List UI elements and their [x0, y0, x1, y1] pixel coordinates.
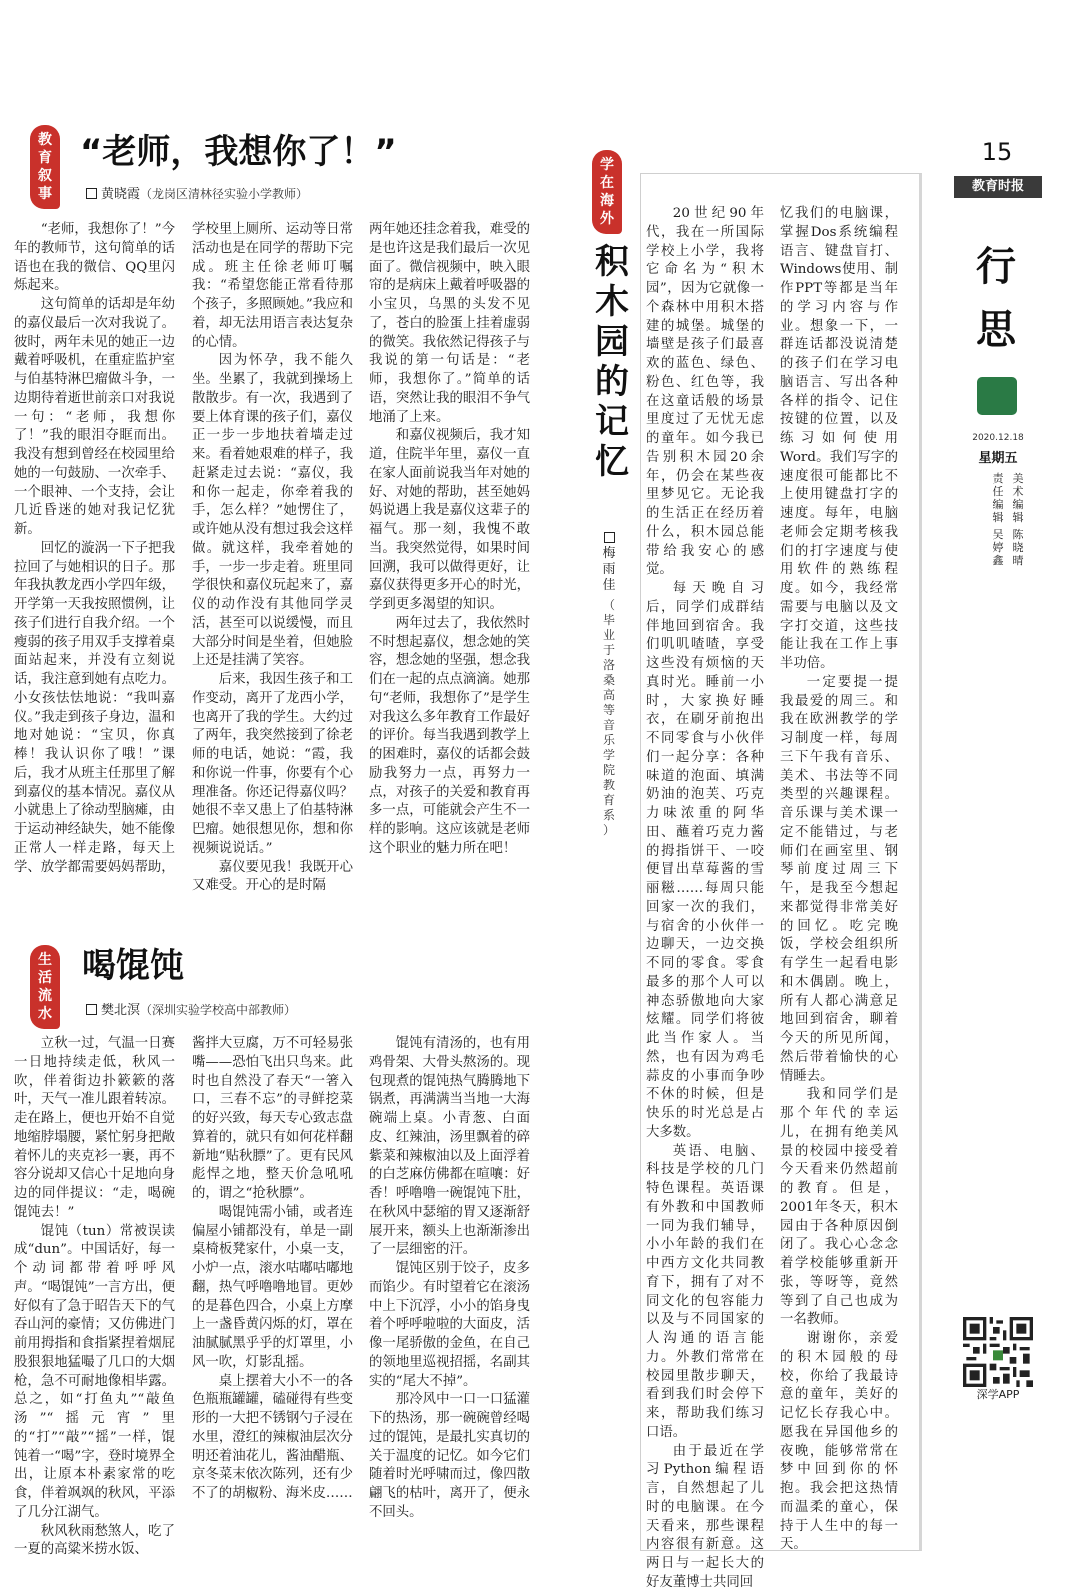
- article-column: [14, 1035, 175, 1575]
- author-name: 黄晓霞: [101, 187, 141, 202]
- byline-box-icon: [604, 532, 615, 543]
- author-name: 梅 雨 佳: [602, 546, 616, 593]
- issue-date: 2020.12.18: [972, 433, 1024, 443]
- byline: [86, 183, 308, 202]
- paragraph: 后来，我因生孩子和工作变动，离开了龙西小学，也离开了我的学生。大约过了两年，我突然接到了徐老师的电话，她说：“霞，我和你说一件事，你要有个心理准备。你还记得嘉仪吗？她很不幸又患上了伯基特淋巴瘤。她很想见你，想和你视频说说话。”: [192, 672, 353, 856]
- issue-weekday: 星期五: [978, 451, 1018, 466]
- paragraph: 因为怀孕，我不能久坐。坐累了，我就到操场上散散步。有一次，我遇到了要上体育课的孩子们，嘉仪正一步一步地扶着墙走过来。看着她艰难的样子，我赶紧走过去说：“嘉仪，我和你一起走，你牵着我的手，怎么样？”她愣住了，或许她从没有想过我会这样做。就这样，我牵着她的手，一步一步走着。班里同学很快和嘉仪玩起来了，嘉仪的动作没有其他同学灵活，甚至可以说缓慢，而且大部分时间是坐着，但她脸上还是挂满了笑容。: [192, 353, 353, 669]
- paragraph: 酱拌大豆腐，万不可轻易张嘴——恐怕飞出只鸟来。此时也自然没了春天“一箸入口，三春不忘”的寻鲜挖菜的好兴致，每天专心致志盘算着的，就只有如何花样翻新地“贴秋膘”了。更有民风彪悍之地，整天价急吼吼的，谓之“抢秋膘”。: [192, 1036, 353, 1201]
- article-column: [369, 221, 530, 891]
- article-column: [646, 205, 764, 1590]
- section-name-char: 思: [976, 306, 1016, 353]
- byline-box-icon: [86, 1004, 97, 1015]
- paragraph: 那冷风中一口一口猛灌下的热汤，那一碗碗曾经喝过的馄饨，是最扎实真切的关于温度的记忆。如今它们随着时光呼啸而过，像四散翩飞的枯叶，离开了，便永不回头。: [369, 1392, 530, 1520]
- section-color-block: [977, 377, 1017, 415]
- byline-vertical: [600, 532, 618, 838]
- article-column: [780, 205, 898, 1553]
- article-column: [369, 1035, 530, 1575]
- paragraph: 回忆的漩涡一下子把我拉回了与她相识的日子。那年我执教龙西小学四年级，开学第一天我按照惯例，让孩子们进行自我介绍。一个瘦弱的孩子用双手支撑着桌面站起来，并没有立刻说话，我注意到她有点吃力。小女孩怯怯地说：“我叫嘉仪。”我走到孩子身边，温和地对她说：“宝贝，你真棒！我认识你了哦！”课后，我才从班主任那里了解到嘉仪的基本情况。嘉仪从小就患上了徐动型脑瘫，由于运动神经缺失，她不能像正常人一样走路，每天上学、放学都需要妈妈帮助，: [14, 540, 175, 875]
- section-tag-education-narrative: 教 育 叙 事: [30, 125, 60, 209]
- paragraph: 学校里上厕所、运动等日常活动也是在同学的帮助下完成。班主任徐老师叮嘱我：“希望您能正常看待那个孩子，多照顾她。”我应和着，却无法用语言表达复杂的心情。: [192, 222, 353, 350]
- qr-code-icon[interactable]: [963, 1317, 1033, 1387]
- author-name: 樊北溟: [101, 1003, 141, 1018]
- byline: [86, 999, 296, 1018]
- article-column: [14, 221, 175, 891]
- paragraph: 一定要提一提我最爱的周三。和我在欧洲教学的学习制度一样，每周三下午我有音乐、美术、书法等不同类型的兴趣课程。音乐课与美术课一定不能错过，与老师们在画室里、钢琴前度过周三下午，是我至今想起来都觉得非常美好的回忆。吃完晚饭，学校会组织所有学生一起看电影和木偶剧。晚上，所有人都心满意足地回到宿舍，聊着今天的所见所闻，然后带着愉快的心情睡去。: [780, 674, 898, 1084]
- article-column: [192, 1035, 353, 1575]
- art-editor-name: 陈晓晴: [1012, 528, 1024, 567]
- article-title: 喝馄饨: [82, 946, 184, 986]
- paragraph: 立秋一过，气温一日赛一日地持续走低，秋风一吹，伴着街边扑簌簌的落叶，天气一准儿跟着转凉。走在路上，便也开始不自觉地缩脖塌腰，紧忙躬身把敞着怀儿的夹克衫一裹，再不容分说却又信心十足地向身边的同伴提议：“走，喝碗馄饨去！”: [14, 1036, 175, 1220]
- article-column: [192, 221, 353, 894]
- paragraph: 20世纪90年代，我在一所国际学校上小学，我将它命名为“积木园”，因为它就像一个森林中用积木搭建的城堡。城堡的墙壁是孩子们最喜欢的蓝色、绿色、粉色、红色等，我在这童话般的场景里度过了无忧无虑的童年。如今我已告别积木园20余年，仍会在某些夜里梦见它。无论我的生活正在经历着什么，积木园总能带给我安心的感觉。: [646, 206, 764, 578]
- art-editor-credit: [1011, 472, 1025, 567]
- author-affiliation: （ 毕 业 于 洛 桑 高 等 音 乐 学 院 教 育 系 ）: [602, 598, 615, 837]
- byline-box-icon: [86, 188, 97, 199]
- paragraph: 秋风秋雨愁煞人，吃了一夏的高粱米捞水饭、: [14, 1523, 175, 1558]
- paragraph: 两年过去了，我依然时不时想起嘉仪，想念她的笑容，想念她的坚强，想念我们在一起的点点滴滴。她那句“老师，我想你了”是学生对我这么多年教育工作最好的评价。每当我遇到教学上的困难时，嘉仪的话都会鼓励我努力一点，再努力一点，对孩子的关爱和教育再多一点，可能就会产生不一样的影响。这应该就是老师这个职业的魅力所在吧！: [369, 615, 530, 856]
- page-number: 15: [981, 138, 1013, 166]
- paragraph: 馄饨区别于饺子，皮多而馅少。有时望着它在滚汤中上下沉浮，小小的馅身曳着个呼呼啦啦的大面皮，活像一尾骄傲的金鱼，在自己的领地里巡视招摇，名副其实的“尾大不掉”。: [369, 1261, 530, 1389]
- paragraph: 我和同学们是那个年代的幸运儿，在拥有绝美风景的校园中接受着今天看来仍然超前的教育。但是，2001年冬天，积木园由于各种原因倒闭了。我心心念念着学校能够重新开张，等呀等，竟然等到了自己也成为一名教师。: [780, 1087, 898, 1328]
- paragraph: 两年她还挂念着我，难受的是也许这是我们最后一次见面了。微信视频中，映入眼帘的是病床上戴着呼吸器的小宝贝，乌黑的头发不见了，苍白的脸蛋上挂着虚弱的微笑。我依然记得孩子与我说的第一句话是：“老师，我想你了。”简单的话语，突然让我的眼泪不争气地涌了上来。: [369, 222, 530, 425]
- paragraph: 馄饨有清汤的，也有用鸡骨架、大骨头熬汤的。现包现煮的馄饨热气腾腾地下锅煮，再满满当当地一大海碗端上桌。小青葱、白面皮、红辣油，汤里飘着的碎紫菜和辣椒油以及上面浮着的白芝麻仿佛都在喧嚷：好香！呼噜噜一碗馄饨下肚，在秋风中瑟缩的胃又逐渐舒展开来，额头上也渐渐渗出了一层细密的汗。: [369, 1036, 530, 1258]
- paragraph: 忆我们的电脑课，掌握Dos系统编程语言、键盘盲打、Windows使用、制作PPT等都是当年的学习内容与作业。想象一下，一群连话都没说清楚的孩子们在学习电脑语言、写出各种各样的指令、记住按键的位置，以及练习如何使用Word。我们写字的速度很可能都比不上使用键盘打字的速度。每年，电脑老师会定期考核我们的打字速度与使用软件的熟练程度。如今，我经常需要与电脑以及文字打交道，这些技能让我在工作上事半功倍。: [780, 206, 898, 671]
- author-affiliation: （龙岗区清林径实验小学教师）: [140, 187, 309, 201]
- paragraph: 喝馄饨需小铺，或者连偏屋小铺都没有，单是一副桌椅板凳家什，小桌一支，小炉一点，滚水咕嘟咕嘟地翻，热气呼噜噜地冒。更妙的是暮色四合，小桌上方摩上一盏昏黄闪烁的灯，罩在油腻腻黑乎乎的灯罩里，小风一吹，灯影乱摇。: [192, 1204, 353, 1370]
- newspaper-masthead: 教育时报: [954, 176, 1042, 198]
- section-tag-life-flow: 生 活 流 水: [30, 945, 60, 1029]
- paragraph: 和嘉仪视频后，我才知道，住院半年里，嘉仪一直在家人面前说我当年对她的好、对她的帮助，甚至她妈妈说遇上我是嘉仪这辈子的福气。那一刻，我愧不敢当。我突然觉得，如果时间回溯，我可以做得更好，让嘉仪获得更多开心的时光，学到更多渴望的知识。: [369, 428, 530, 612]
- paragraph: 由于最近在学习Python编程语言，自然想起了儿时的电脑课。在今天看来，那些课程内容很有新意。这两日与一起长大的好友董博士共同回: [646, 1443, 764, 1590]
- paragraph: 桌上摆着大小不一的各色瓶瓶罐罐，磕碰得有些变形的一大把不锈钢勺子浸在水里，澄红的辣椒油层次分明还着油花儿，酱油醋瓶、京冬菜末依次陈列，还有少不了的胡椒粉、海米皮……: [192, 1373, 353, 1501]
- art-editor-label: 美术编辑: [1012, 472, 1024, 524]
- paragraph: 每天晚自习后，同学们成群结伴地回到宿舍。我们叽叽喳喳，享受这些没有烦恼的天真时光。睡前一小时，大家换好睡衣，在刷牙前抱出不同零食与小伙伴们一起分享：各种味道的泡面、填满奶油的泡芙、巧克力味浓重的阿华田、蘸着巧克力酱的拇指饼干、一咬便冒出草莓酱的雪丽糍……每周只能回家一次的我们，与宿舍的小伙伴一边聊天，一边交换不同的零食。零食最多的那个人可以神态骄傲地向大家炫耀。同学们将彼此当作家人。当然，也有因为鸡毛蒜皮的小事而争吵不休的时候，但是快乐的时光总是占大多数。: [646, 581, 764, 1140]
- article-title-vertical: 积 木 园 的 记 忆: [595, 242, 629, 482]
- author-affiliation: （深圳实验学校高中部教师）: [140, 1003, 297, 1017]
- paragraph: 谢谢你，亲爱的积木园般的母校，你给了我最诗意的童年，美好的记忆长存我心中。愿我在异国他乡的夜晚，能够常常在梦中回到你的怀抱。我会把这热情而温柔的童心，保持于人生中的每一天。: [780, 1331, 898, 1553]
- section-tag-study-abroad: 学 在 海 外: [592, 150, 622, 234]
- editor-credit: [991, 472, 1005, 567]
- article-title: “老师，我想你了！”: [80, 132, 397, 172]
- paragraph: 英语、电脑、科技是学校的几门特色课程。英语课有外教和中国教师一同为我们辅导，小小年龄的我们在中西方文化共同教育下，拥有了对不同文化的包容能力以及与不同国家的人沟通的语言能力。外教们常常在校园里散步聊天，看到我们时会停下来，帮助我们练习口语。: [646, 1143, 764, 1440]
- editor-name: 吴婷鑫: [992, 528, 1004, 567]
- paragraph: 嘉仪要见我！我既开心又难受。开心的是时隔: [192, 859, 353, 894]
- section-name-char: 行: [976, 243, 1016, 290]
- qr-code-label: 深学APP: [976, 1388, 1020, 1401]
- editor-label: 责任编辑: [992, 472, 1004, 524]
- paragraph: “老师，我想你了！”今年的教师节，这句简单的话语也在我的微信、QQ里闪烁起来。: [14, 222, 176, 294]
- paragraph: 这句简单的话却是年幼的嘉仪最后一次对我说了。彼时，两年未见的她正一边戴着呼吸机，在重症监护室与伯基特淋巴瘤做斗争，一边期待着逝世前亲口对我说一句：“老师，我想你了！”我的眼泪夺眶而出。我没有想到曾经在校园里给她的一句鼓励、一次牵手、一个眼神、一个支持，会让几近昏迷的她对我记忆犹新。: [14, 297, 175, 537]
- paragraph: 馄饨（tun）常被误读成“dun”。中国话好，每一个动词都带着呼呼风声。“喝馄饨”一言方出，便好似有了急于昭告天下的气吞山河的豪情；又仿佛进门前用拇指和食指紧捏着烟屁股狠狠地猛嘬了几口的大烟枪，急不可耐地像相毕露。总之，如“打鱼丸”“敲鱼汤”“摇元宵”里的“打”“敲”“摇”一样，馄饨着一“喝”字，登时境界全出，让原本朴素家常的吃食，伴着飒飒的秋风，平添了几分江湖气。: [14, 1223, 175, 1520]
